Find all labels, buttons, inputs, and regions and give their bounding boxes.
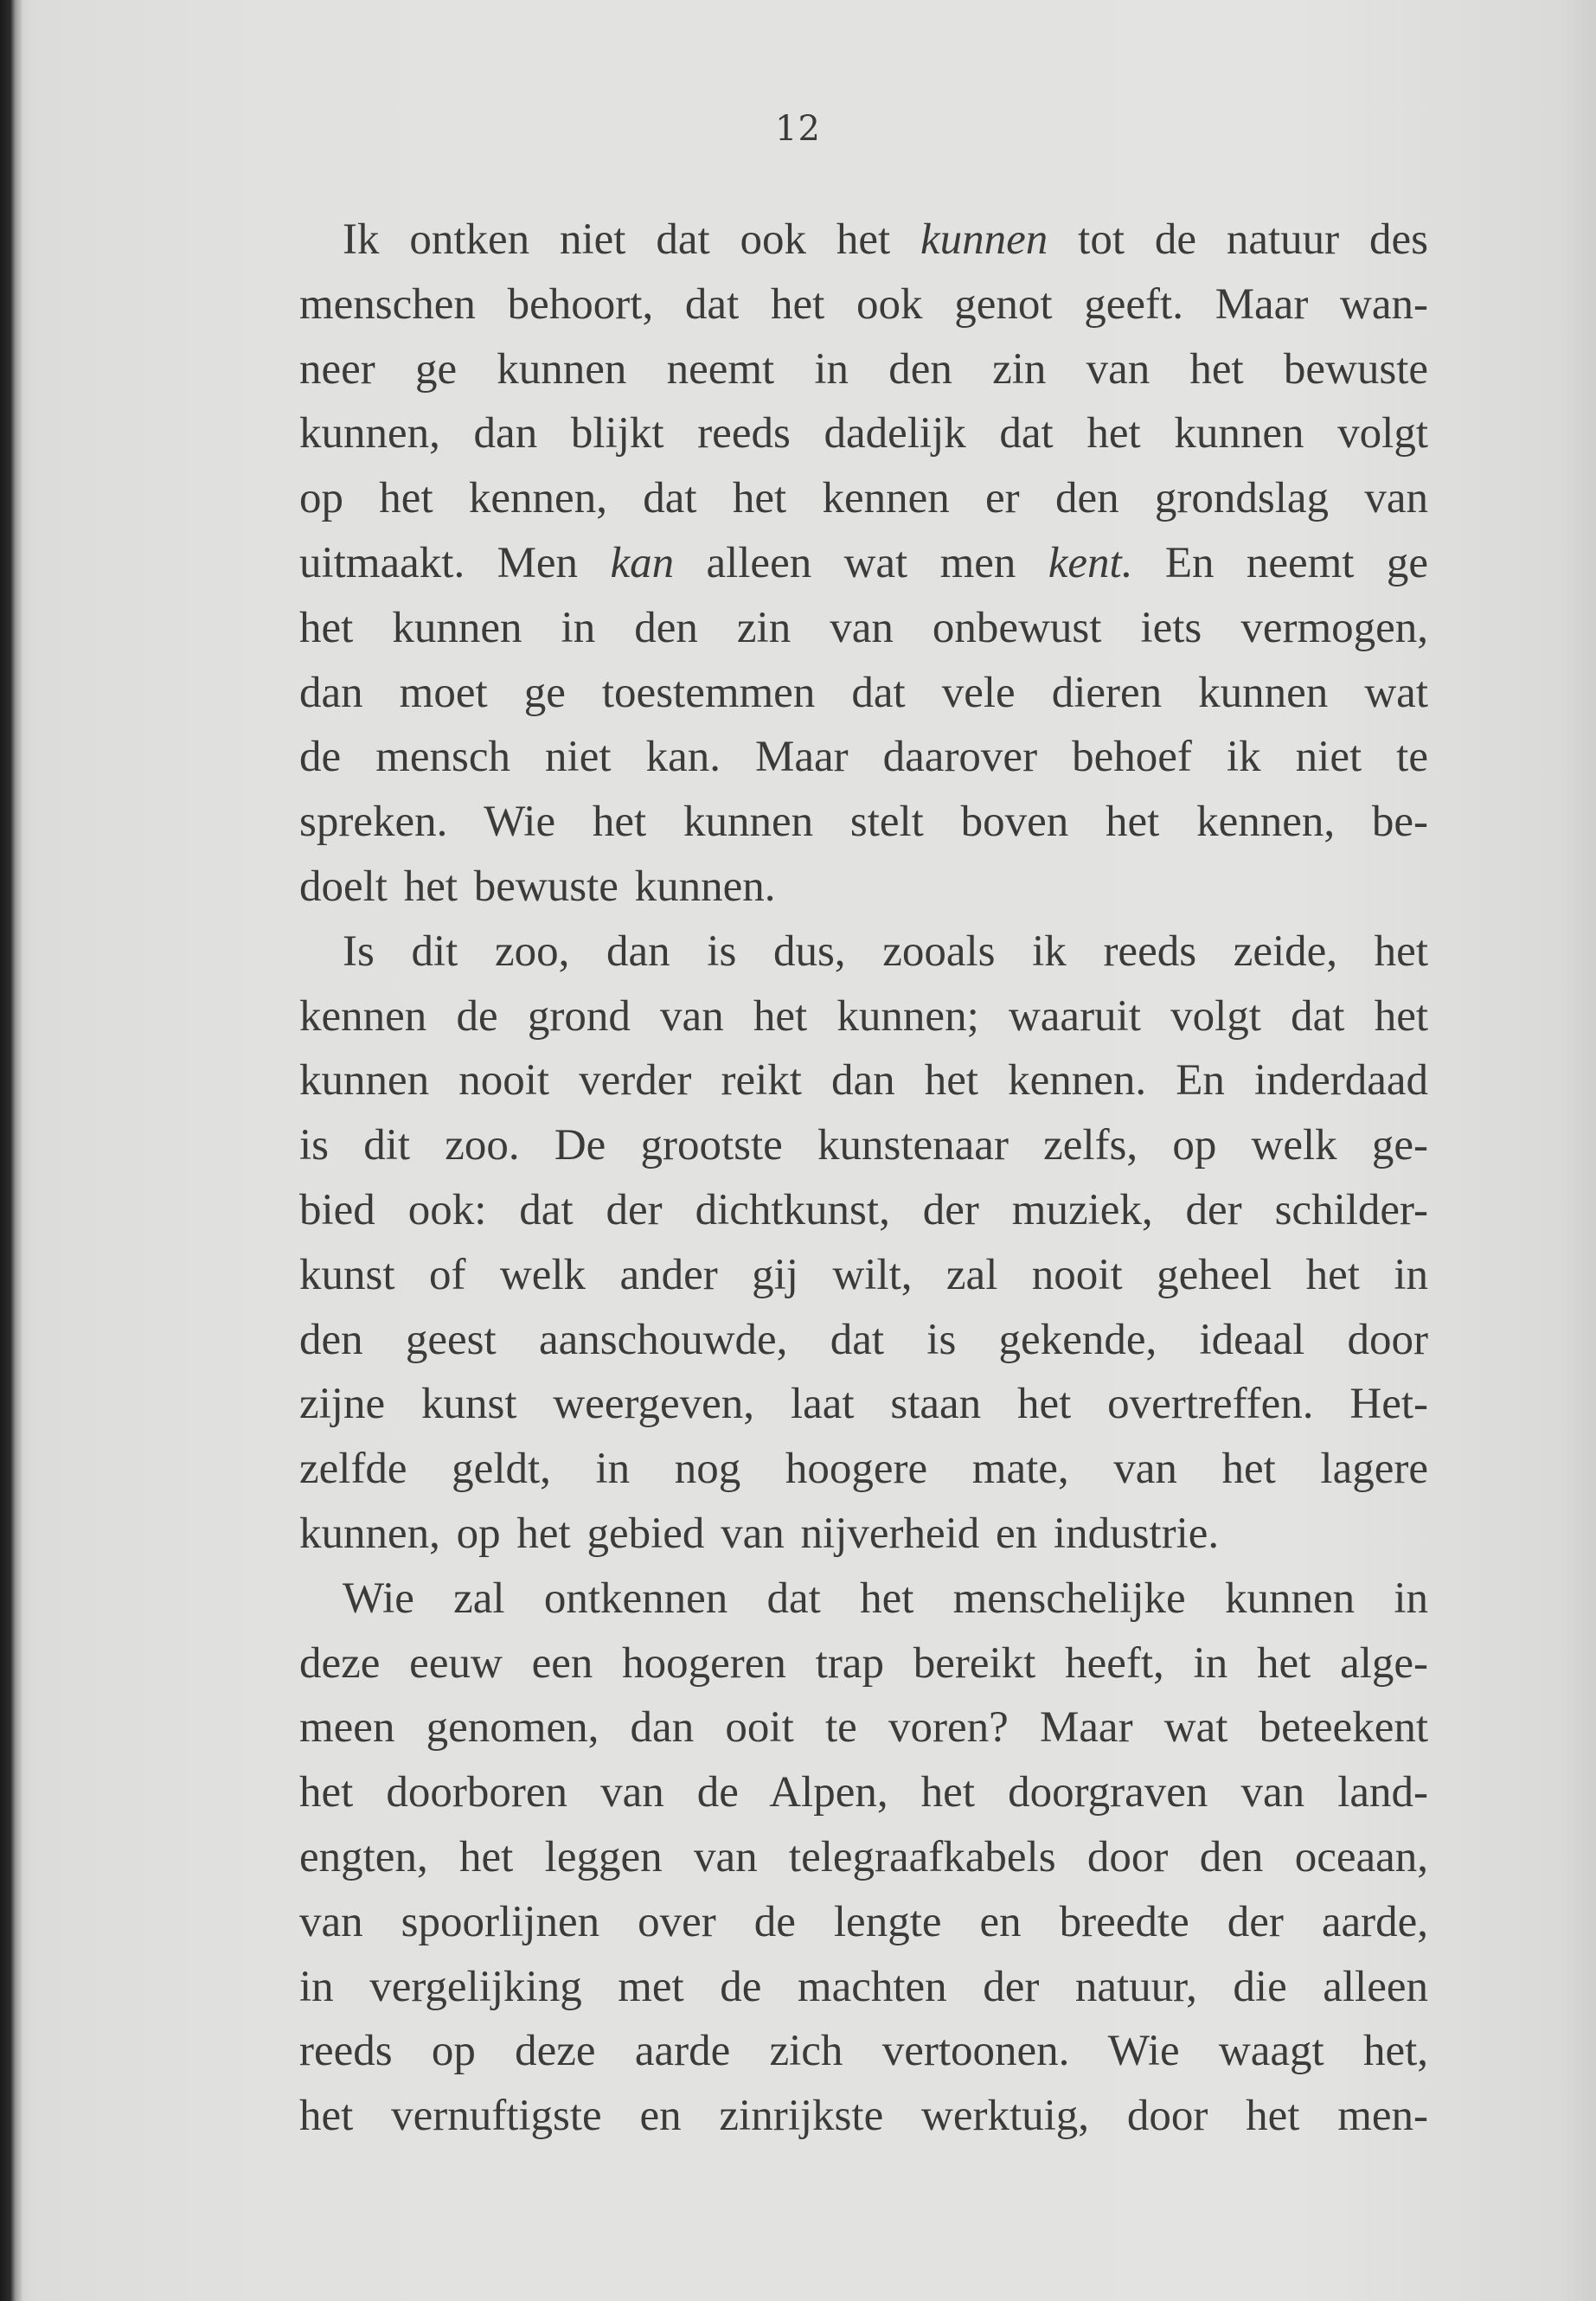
text-segment: van spoorlijnen over de lengte en breedte der aarde, xyxy=(299,1897,1428,1946)
text-line xyxy=(299,1048,1428,1113)
italic-text: kan xyxy=(610,538,675,587)
text-line xyxy=(299,855,1428,920)
text-segment: zijne kunst weergeven, laat staan het overtreffen. Het- xyxy=(299,1380,1428,1429)
text-segment: spreken. Wie het kunnen stelt boven het kennen, be- xyxy=(299,798,1428,847)
text-segment: En neemt ge xyxy=(1132,538,1428,587)
text-segment: op het kennen, dat het kennen er den grondslag van xyxy=(299,474,1428,523)
text-line xyxy=(299,2084,1428,2149)
text-line xyxy=(299,596,1428,661)
text-segment: doelt het bewuste kunnen. xyxy=(299,862,776,911)
text-line xyxy=(299,272,1428,337)
text-segment: zelfde geldt, in nog hoogere mate, van het lagere xyxy=(299,1445,1428,1494)
text-segment: kunst of welk ander gij wilt, zal nooit geheel het in xyxy=(299,1250,1428,1299)
text-line xyxy=(299,920,1428,984)
text-line xyxy=(299,790,1428,855)
text-line xyxy=(299,531,1428,596)
text-line xyxy=(299,984,1428,1049)
text-segment: neer ge kunnen neemt in den zin van het bewuste xyxy=(299,344,1428,394)
text-line xyxy=(299,1437,1428,1502)
text-line xyxy=(299,1955,1428,2020)
text-segment: Ik ontken niet dat ook het xyxy=(343,215,921,264)
text-segment: kunnen, op het gebied van nijverheid en industrie. xyxy=(299,1509,1220,1558)
text-segment: Is dit zoo, dan is dus, zooals ik reeds zeide, het xyxy=(343,926,1428,976)
text-segment: reeds op deze aarde zich vertoonen. Wie waagt het, xyxy=(299,2027,1428,2076)
text-line xyxy=(299,1308,1428,1373)
text-line xyxy=(299,1825,1428,1890)
text-line xyxy=(299,466,1428,531)
text-line xyxy=(299,337,1428,402)
page-number: 12 xyxy=(775,109,821,149)
text-segment: in vergelijking met de machten der natuur, die alleen xyxy=(299,1962,1428,2011)
text-segment: het kunnen in den zin van onbewust iets vermogen, xyxy=(299,603,1428,652)
text-line xyxy=(299,1631,1428,1696)
text-line xyxy=(299,1243,1428,1308)
page-binding-edge xyxy=(0,0,22,2301)
italic-text: kunnen xyxy=(920,215,1048,264)
text-segment: menschen behoort, dat het ook genot geeft. Maar wan- xyxy=(299,279,1428,329)
text-segment: tot de natuur des xyxy=(1048,215,1428,264)
text-segment: uitmaakt. Men xyxy=(299,538,611,587)
text-segment: het doorboren van de Alpen, het doorgraven van land- xyxy=(299,1768,1428,1817)
text-segment: kunnen nooit verder reikt dan het kennen. En inderdaad xyxy=(299,1056,1428,1106)
text-segment: is dit zoo. De grootste kunstenaar zelfs, op welk ge- xyxy=(299,1121,1428,1170)
text-segment: bied ook: dat der dichtkunst, der muziek, der schilder- xyxy=(299,1185,1428,1234)
text-segment: de mensch niet kan. Maar daarover behoef ik niet te xyxy=(299,733,1428,782)
text-segment: alleen wat men xyxy=(674,538,1048,587)
text-segment: engten, het leggen van telegraafkabels door den oceaan, xyxy=(299,1832,1428,1881)
text-line xyxy=(299,661,1428,726)
text-line xyxy=(299,725,1428,790)
text-line xyxy=(299,1567,1428,1631)
text-line xyxy=(299,1890,1428,1955)
text-segment: deze eeuw een hoogeren trap bereikt heeft, in het alge- xyxy=(299,1638,1428,1688)
text-segment: den geest aanschouwde, dat is gekende, ideaal door xyxy=(299,1315,1428,1364)
text-line xyxy=(299,1178,1428,1243)
body-text xyxy=(299,208,1428,2149)
text-line xyxy=(299,1502,1428,1567)
text-segment: meen genomen, dan ooit te voren? Maar wat beteekent xyxy=(299,1703,1428,1753)
text-line xyxy=(299,401,1428,466)
text-line xyxy=(299,208,1428,272)
text-line xyxy=(299,1760,1428,1825)
text-line xyxy=(299,1113,1428,1178)
text-segment: kennen de grond van het kunnen; waaruit volgt dat het xyxy=(299,991,1428,1041)
text-segment: kunnen, dan blijkt reeds dadelijk dat het kunnen volgt xyxy=(299,409,1428,458)
text-segment: dan moet ge toestemmen dat vele dieren kunnen wat xyxy=(299,668,1428,717)
text-line xyxy=(299,2019,1428,2084)
text-line xyxy=(299,1372,1428,1437)
text-line xyxy=(299,1695,1428,1760)
text-segment: Wie zal ontkennen dat het menschelijke kunnen in xyxy=(343,1574,1428,1623)
italic-text: kent. xyxy=(1048,538,1133,587)
text-segment: het vernuftigste en zinrijkste werktuig, door het men- xyxy=(299,2092,1428,2141)
